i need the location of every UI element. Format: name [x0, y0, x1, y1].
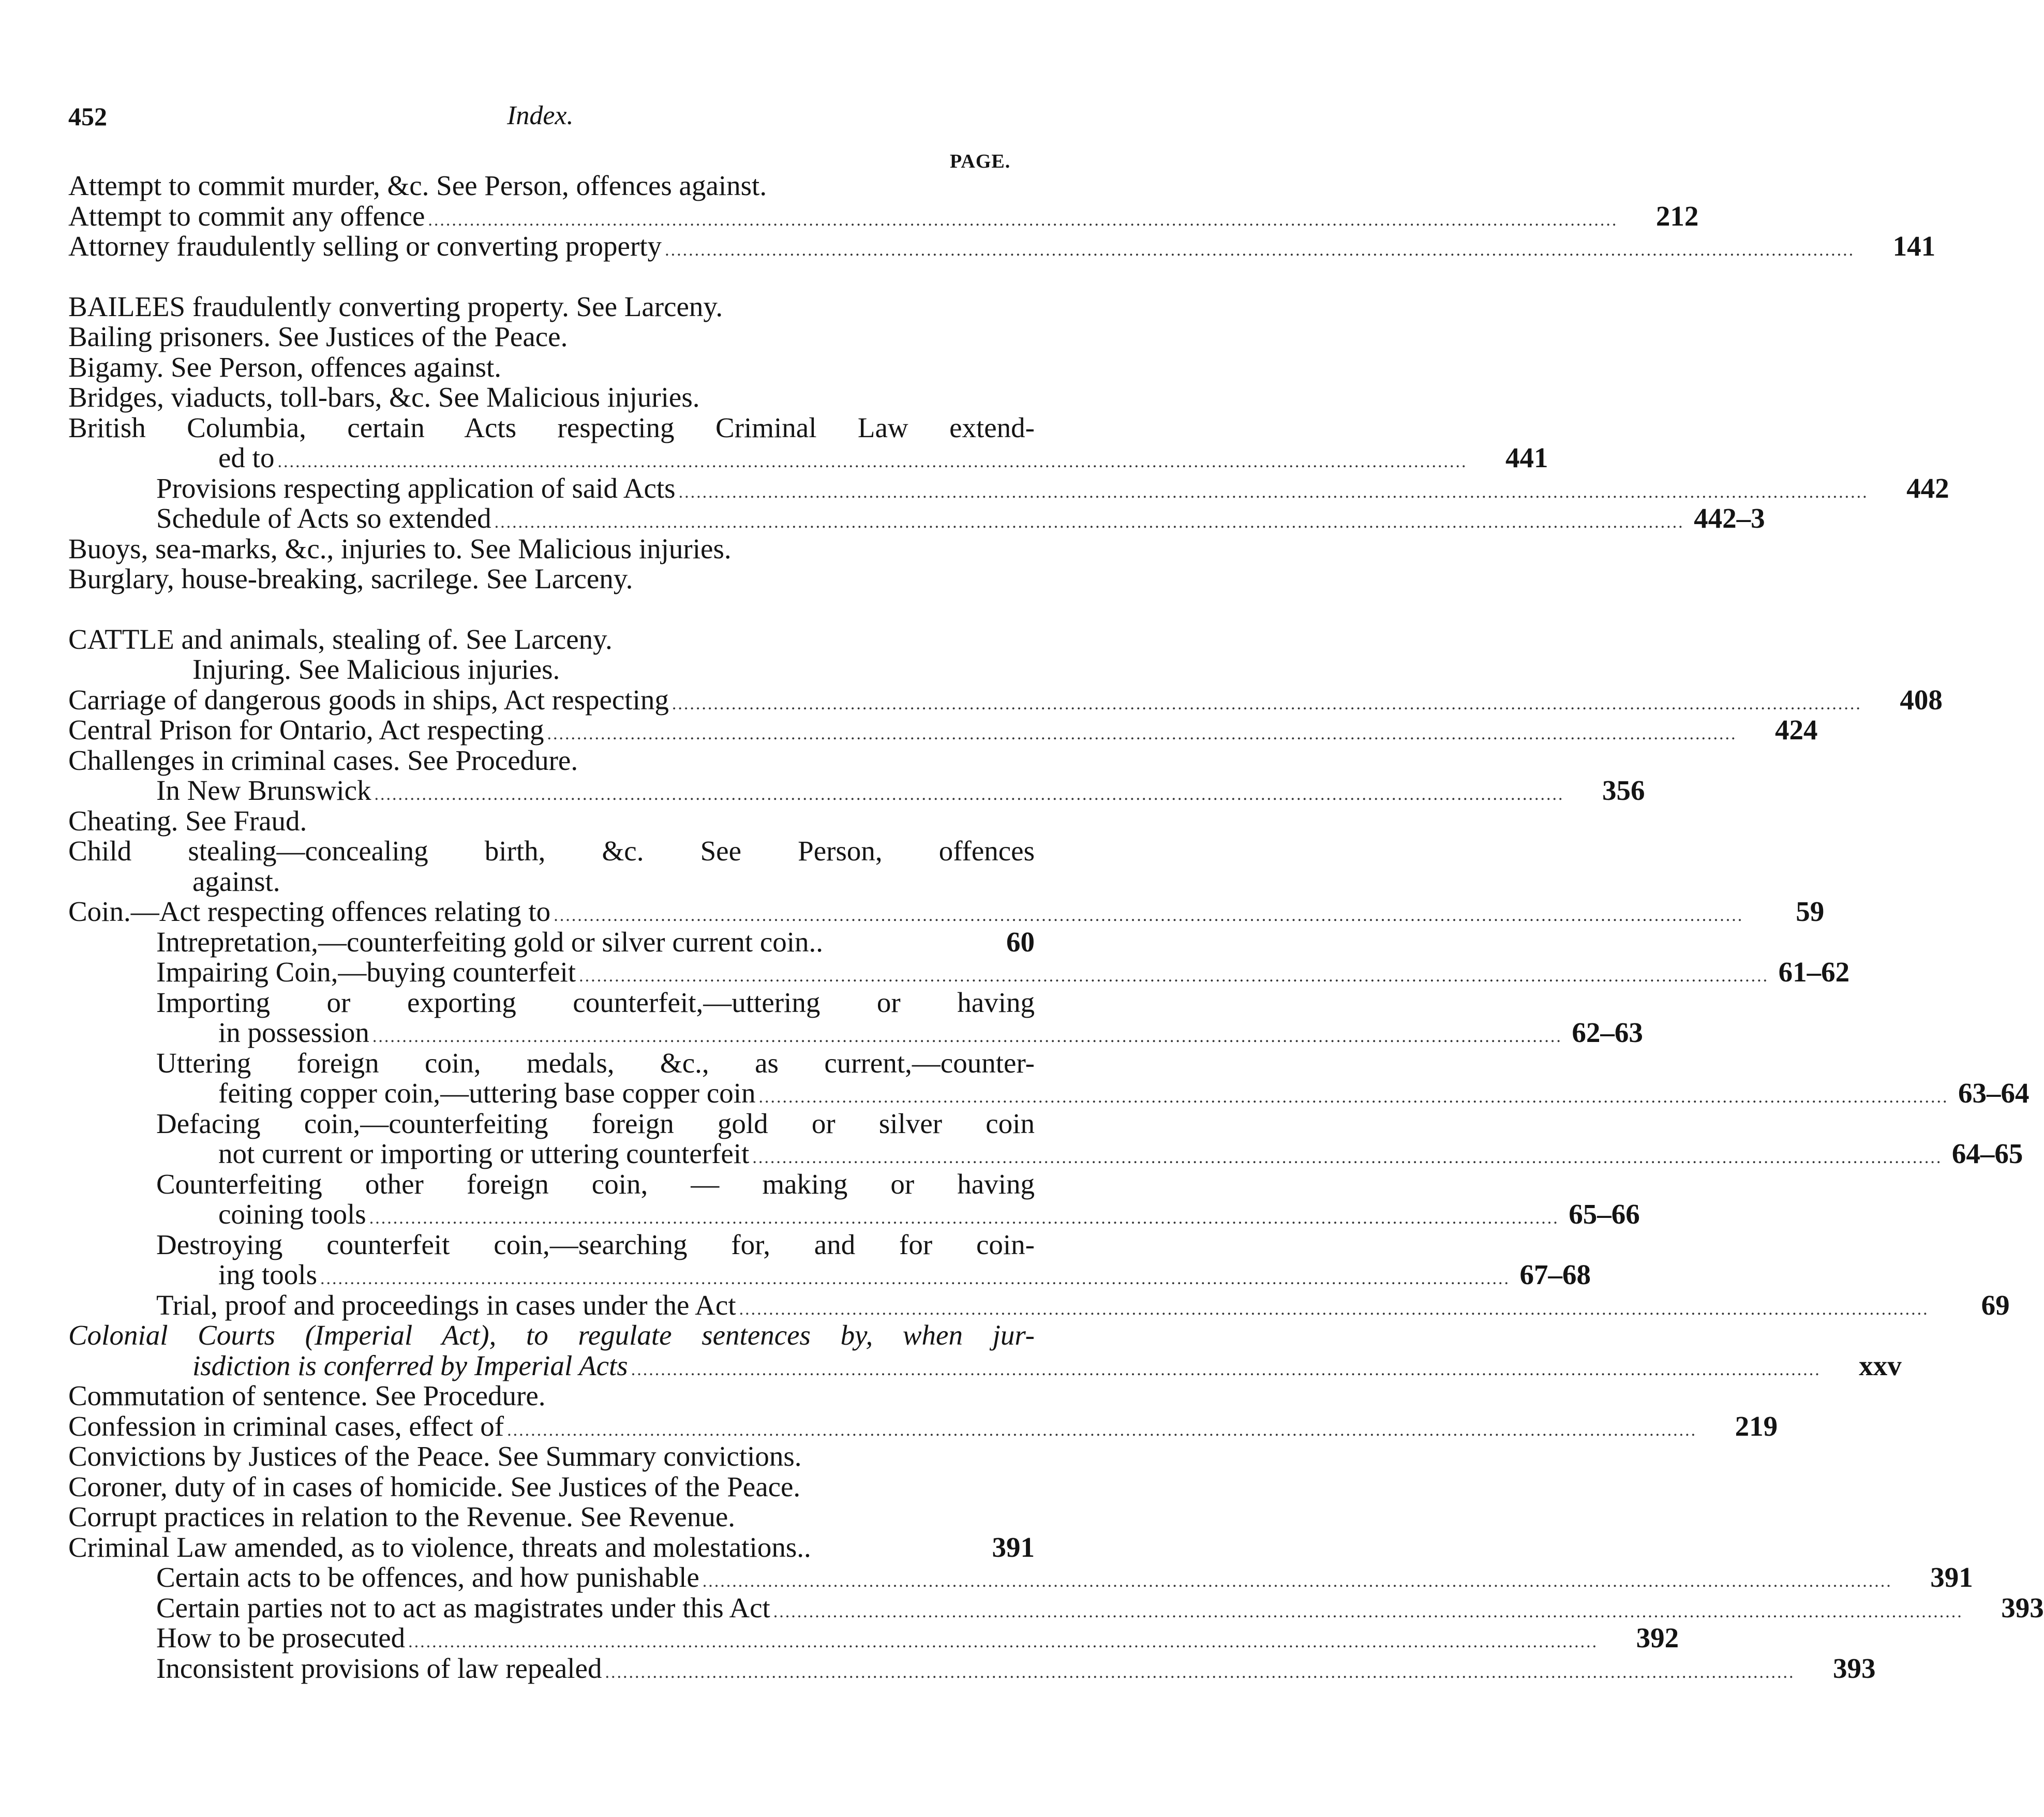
index-entry	[68, 564, 1035, 594]
index-entry	[68, 1349, 1902, 1381]
index-entry-text: Destroying counterfeit coin,—searching for, and for coin-	[156, 1228, 1035, 1260]
index-entry-text: Bailing prisoners. See Justices of the Peace.	[68, 321, 568, 352]
index-entry-page: 408	[1900, 683, 1943, 716]
index-entry-text: Challenges in criminal cases. See Procedure.	[68, 744, 578, 776]
index-entry-page: 391	[1930, 1561, 1973, 1593]
index-entries	[68, 170, 2044, 1684]
index-entry-page: 60	[1006, 926, 1035, 958]
index-entry	[68, 382, 1035, 413]
dot-leader: ........................................................................................................................................................................................................	[428, 210, 1618, 230]
index-entry	[68, 1502, 1035, 1532]
index-entry-text: coining tools	[218, 1198, 366, 1230]
index-entry-text: Impairing Coin,—buying counterfeit	[156, 956, 576, 988]
dot-leader: ........................................................................................................................................................................................................	[672, 694, 1862, 713]
index-entry-text: Inconsistent provisions of law repealed	[156, 1652, 602, 1684]
index-entry	[68, 1381, 1035, 1411]
index-entry-text: ing tools	[218, 1259, 317, 1290]
index-entry-page: 67–68	[1519, 1259, 1591, 1290]
index-entry	[68, 1441, 1035, 1472]
index-entry	[68, 200, 1699, 232]
index-entry	[68, 1532, 1035, 1563]
index-entry-text: Attorney fraudulently selling or converting property	[68, 230, 662, 262]
index-entry-text: Coroner, duty of in cases of homicide. See Justices of the Peace.	[68, 1470, 801, 1502]
index-entry-page: 391	[992, 1531, 1035, 1563]
index-entry-text: not current or importing or uttering counterfeit	[218, 1138, 750, 1169]
dot-leader: ........................................................................................................................................................................................................	[605, 1662, 1795, 1682]
index-entry-page: 442	[1906, 472, 1949, 504]
index-entry-text: Bridges, viaducts, toll-bars, &c. See Malicious injuries.	[68, 381, 700, 413]
index-entry-page: 424	[1775, 714, 1818, 746]
index-entry-page: 69	[1981, 1289, 2010, 1321]
dot-leader: ........................................................................................................................................................................................................	[320, 1269, 1510, 1288]
index-entry-text: Attempt to commit murder, &c. See Person, offences against.	[68, 170, 767, 201]
index-entry-page: 212	[1655, 200, 1699, 232]
index-entry-text: Confession in criminal cases, effect of	[68, 1410, 504, 1442]
index-entry-text: Defacing coin,—counterfeiting foreign gold or silver coin	[156, 1107, 1035, 1139]
index-entry-page: 392	[1636, 1622, 1679, 1654]
index-entry-text: Corrupt practices in relation to the Revenue. See Revenue.	[68, 1501, 736, 1532]
index-entry-text: against.	[192, 865, 280, 897]
index-entry-text: Importing or exporting counterfeit,—uttering or having	[156, 986, 1035, 1018]
dot-leader: ........................................................................................................................................................................................................	[554, 906, 1744, 925]
running-head: Index.	[507, 101, 574, 130]
index-entry	[68, 1472, 1035, 1502]
index-entry	[68, 1077, 2030, 1109]
index-entry-text: Buoys, sea-marks, &c., injuries to. See Malicious injuries.	[68, 532, 732, 564]
index-entry-page: 219	[1735, 1410, 1778, 1442]
index-entry-text: Certain parties not to act as magistrates under this Act	[156, 1591, 770, 1624]
index-entry-text: Intrepretation,—counterfeiting gold or silver current coin..	[156, 926, 824, 958]
index-entry-page: 65–66	[1569, 1198, 1640, 1230]
dot-leader: ........................................................................................................................................................................................................	[773, 1602, 1963, 1621]
index-entry	[68, 714, 1818, 746]
index-entry-text: Schedule of Acts so extended	[156, 502, 491, 534]
index-entry-text: Cheating. See Fraud.	[68, 805, 307, 837]
dot-leader: ........................................................................................................................................................................................................	[372, 1027, 1562, 1046]
index-entry	[68, 836, 1035, 867]
index-entry-text: Certain acts to be offences, and how punishable	[156, 1561, 699, 1593]
index-entry	[68, 230, 1936, 262]
index-entry-text: Burglary, house-breaking, sacrilege. See Larceny.	[68, 563, 633, 594]
index-entry-text: How to be prosecuted	[156, 1622, 406, 1654]
index-entry	[68, 171, 1035, 201]
dot-leader: ........................................................................................................................................................................................................	[494, 513, 1684, 532]
index-entry	[68, 1561, 1973, 1593]
dot-leader: ........................................................................................................................................................................................................	[739, 1299, 1929, 1319]
index-entry	[68, 1652, 1876, 1684]
index-entry	[68, 1410, 1778, 1442]
index-entry-text: Trial, proof and proceedings in cases under the Act	[156, 1289, 736, 1321]
dot-leader: ........................................................................................................................................................................................................	[408, 1632, 1599, 1651]
index-entry-text: Provisions respecting application of said Acts	[156, 472, 676, 504]
dot-leader: ........................................................................................................................................................................................................	[631, 1360, 1821, 1379]
index-entry-text: ed to	[218, 442, 275, 473]
dot-leader: ........................................................................................................................................................................................................	[507, 1420, 1697, 1440]
index-entry-page: 63–64	[1958, 1077, 2030, 1109]
page-column-label: PAGE.	[950, 151, 1011, 172]
index-entry	[68, 956, 1850, 988]
index-entry-text: Convictions by Justices of the Peace. See Summary convictions.	[68, 1440, 802, 1472]
index-entry	[68, 1591, 2044, 1624]
index-entry	[68, 624, 1035, 655]
index-entry-page: 62–63	[1572, 1017, 1643, 1048]
index-entry-text: Bigamy. See Person, offences against.	[68, 351, 502, 383]
index-entry	[68, 352, 1035, 383]
index-entry-page: 393	[1832, 1652, 1876, 1684]
index-entry-page: 141	[1892, 230, 1936, 262]
index-entry-page: 64–65	[1951, 1138, 2023, 1169]
page-number: 452	[68, 102, 107, 131]
index-entry-text: CATTLE and animals, stealing of. See Larceny.	[68, 623, 613, 655]
index-entry	[68, 683, 1943, 716]
index-entry-text: Coin.—Act respecting offences relating to	[68, 896, 551, 927]
index-entry	[68, 806, 1035, 837]
dot-leader: ........................................................................................................................................................................................................	[277, 452, 1468, 471]
index-entry-page: 442–3	[1694, 502, 1765, 534]
index-entry	[68, 654, 1035, 685]
index-entry	[68, 1198, 1640, 1230]
index-entry	[68, 867, 1035, 897]
index-entry	[68, 322, 1035, 352]
index-entry	[68, 1017, 1643, 1048]
index-entry-text: Counterfeiting other foreign coin, — making or having	[156, 1168, 1035, 1200]
index-entry	[68, 927, 1035, 958]
index-entry-text: Child stealing—concealing birth, &c. See Person, offences	[68, 835, 1035, 867]
index-entry	[68, 746, 1035, 776]
dot-leader: ........................................................................................................................................................................................................	[702, 1572, 1892, 1591]
dot-leader: ........................................................................................................................................................................................................	[752, 1148, 1943, 1167]
dot-leader: ........................................................................................................................................................................................................	[369, 1209, 1559, 1228]
index-entry	[68, 896, 1825, 927]
index-entry-text: British Columbia, certain Acts respecting Criminal Law extend-	[68, 411, 1035, 443]
index-entry-page: 393	[2001, 1591, 2044, 1624]
index-entry-page: xxv	[1859, 1349, 1902, 1381]
dot-leader: ........................................................................................................................................................................................................	[579, 966, 1769, 986]
index-entry	[68, 292, 1035, 322]
index-entry	[68, 1138, 2023, 1169]
index-entry-text: Central Prison for Ontario, Act respecting	[68, 714, 544, 746]
index-entry	[68, 413, 1035, 443]
index-entry-text: In New Brunswick	[156, 775, 371, 806]
index-entry-text: Criminal Law amended, as to violence, threats and molestations..	[68, 1531, 811, 1563]
index-entry	[68, 472, 1949, 504]
index-entry	[68, 1230, 1035, 1260]
index-entry-text: Attempt to commit any offence	[68, 200, 425, 232]
index-entry	[68, 1048, 1035, 1079]
dot-leader: ........................................................................................................................................................................................................	[678, 482, 1869, 502]
index-entry	[68, 534, 1035, 564]
index-entry-page: 441	[1505, 442, 1548, 473]
dot-leader: ........................................................................................................................................................................................................	[374, 785, 1564, 804]
index-entry-page: 59	[1796, 896, 1825, 927]
index-entry-page: 356	[1602, 775, 1645, 806]
index-entry-text: feiting copper coin,—uttering base copper coin	[218, 1077, 756, 1109]
index-entry-text: Colonial Courts (Imperial Act), to regulate sentences by, when jur-	[68, 1319, 1035, 1351]
dot-leader: ........................................................................................................................................................................................................	[547, 724, 1737, 743]
index-entry	[68, 775, 1645, 806]
index-entry	[68, 1320, 1035, 1351]
index-entry-text: isdiction is conferred by Imperial Acts	[192, 1349, 628, 1381]
index-entry-text: BAILEES fraudulently converting property. See Larceny.	[68, 290, 723, 322]
index-entry	[68, 1169, 1035, 1200]
index-entry-text: in possession	[218, 1017, 369, 1048]
index-entry-text: Injuring. See Malicious injuries.	[192, 653, 560, 685]
index-entry-text: Commutation of sentence. See Procedure.	[68, 1380, 546, 1411]
index-entry	[68, 502, 1765, 534]
dot-leader: ........................................................................................................................................................................................................	[665, 241, 1855, 260]
index-entry	[68, 1289, 2010, 1321]
index-entry	[68, 1259, 1591, 1290]
dot-leader: ........................................................................................................................................................................................................	[758, 1088, 1949, 1107]
index-entry	[68, 442, 1548, 473]
index-entry-text: Uttering foreign coin, medals, &c., as current,—counter-	[156, 1047, 1035, 1079]
index-entry	[68, 1622, 1679, 1654]
index-entry-page: 61–62	[1778, 956, 1850, 988]
index-entry	[68, 1109, 1035, 1139]
index-entry-text: Carriage of dangerous goods in ships, Act respecting	[68, 683, 669, 716]
index-entry	[68, 988, 1035, 1018]
